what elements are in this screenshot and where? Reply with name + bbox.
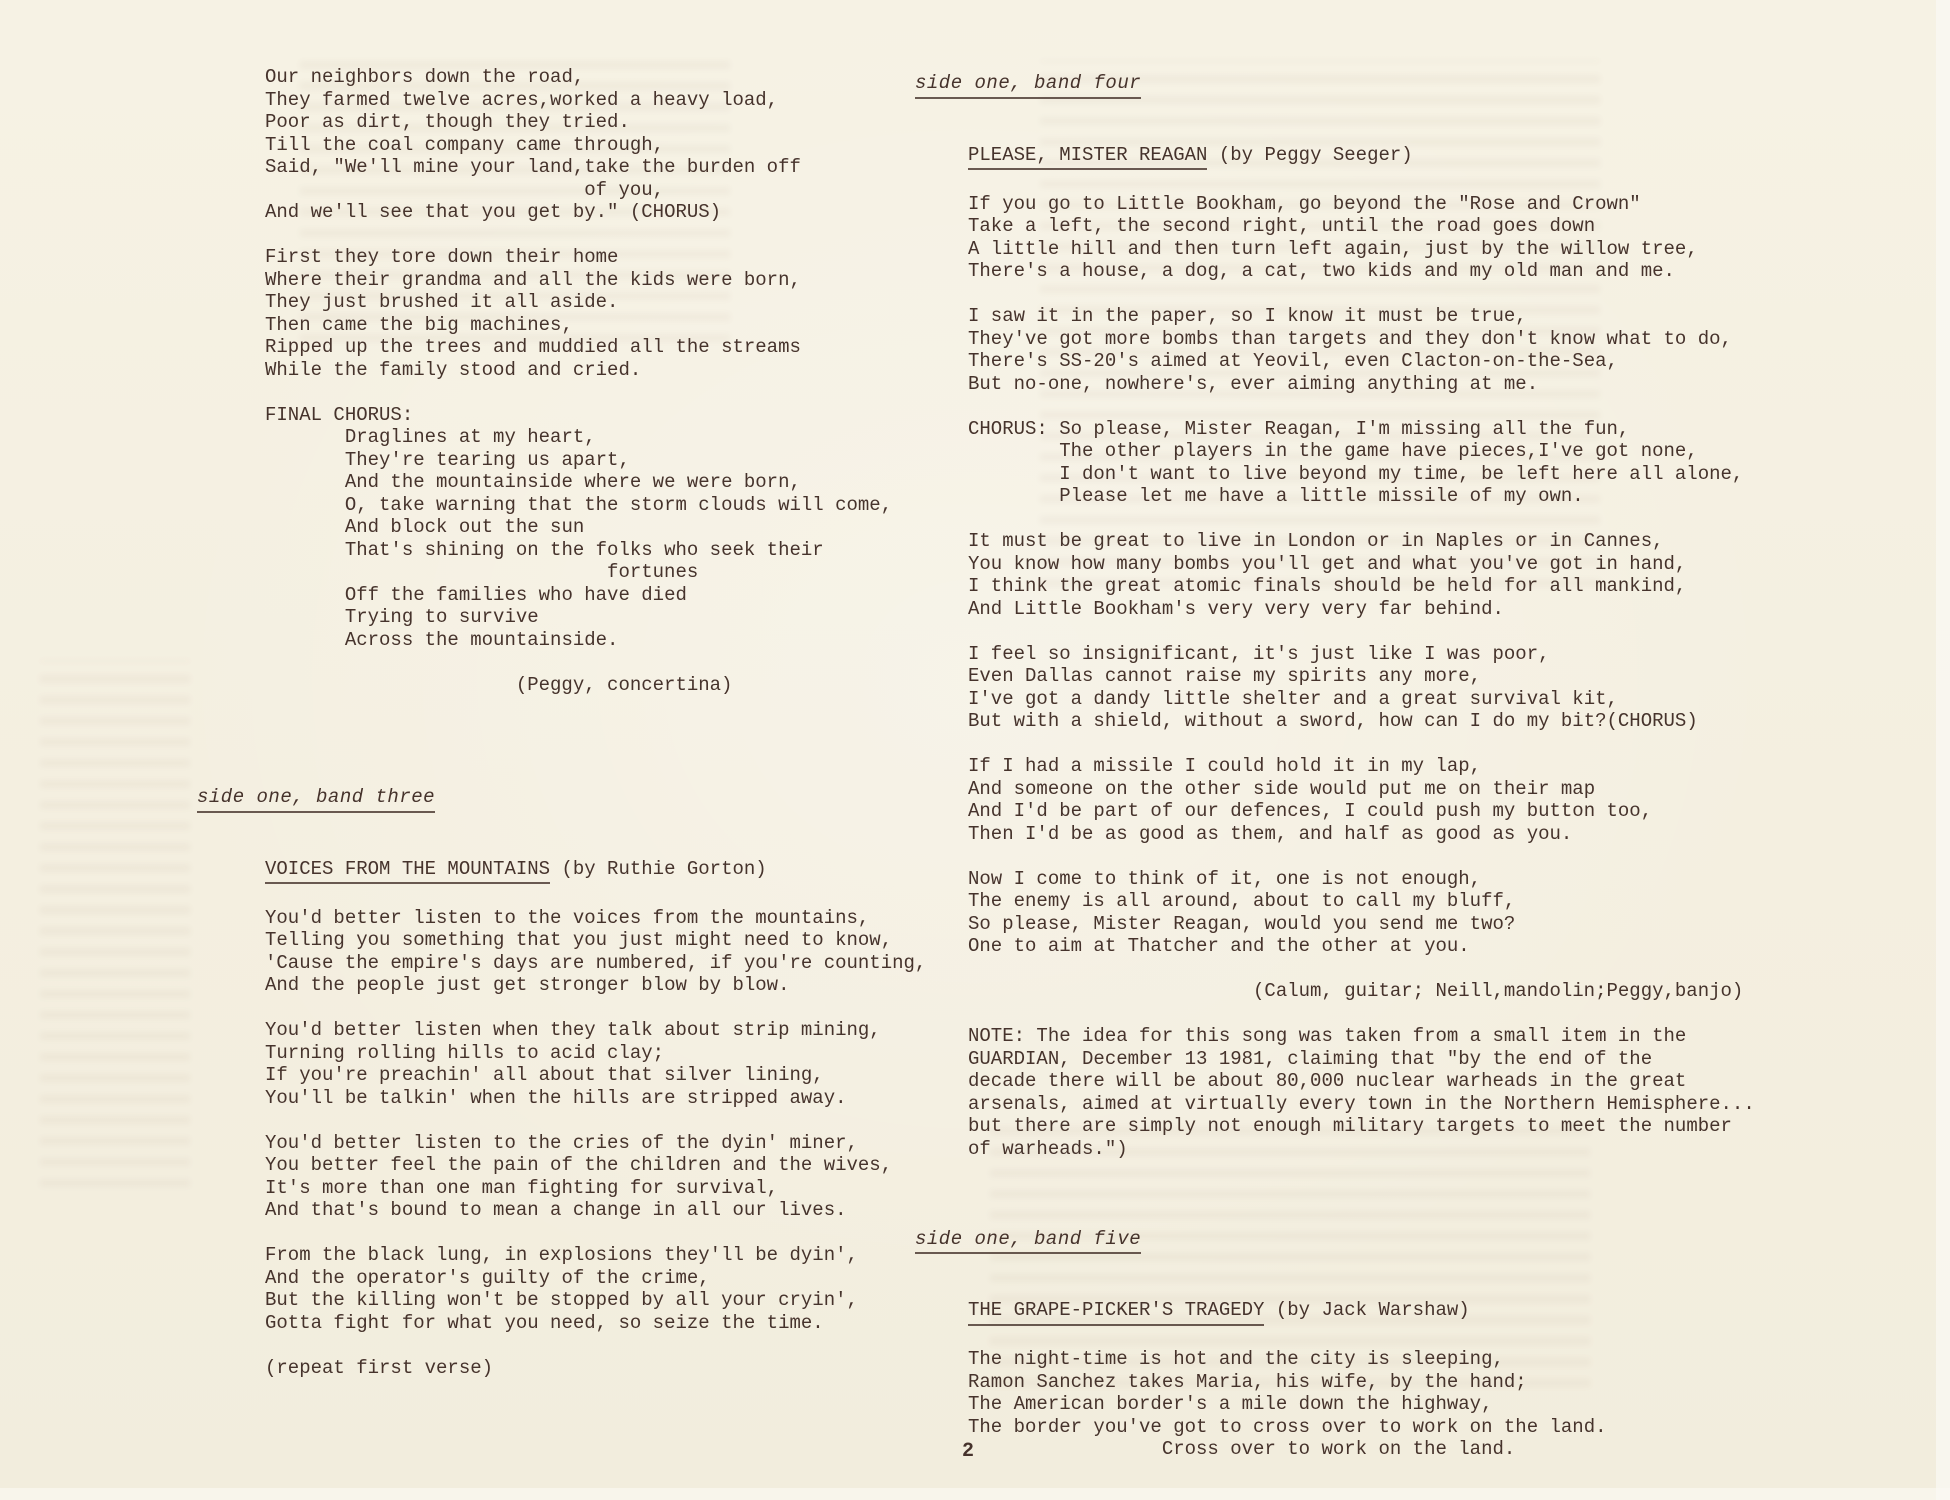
lyric-line: Even Dallas cannot raise my spirits any more,: [968, 665, 1482, 687]
lyric-line: You'd better listen when they talk about strip mining,: [265, 1019, 881, 1041]
verse-block: [265, 1019, 926, 1109]
lyric-line: You better feel the pain of the children and the wives,: [265, 1154, 893, 1176]
song-byline: (by Ruthie Gorton): [550, 857, 767, 880]
lyric-line: It must be great to live in London or in Naples or in Cannes,: [968, 530, 1664, 552]
lyric-line: GUARDIAN, December 13 1981, claiming that "by the end of the: [968, 1047, 1653, 1070]
lyric-line: I think the great atomic finals should be held for all mankind,: [968, 575, 1687, 597]
band-header: [915, 1228, 1755, 1255]
lyric-line: The American border's a mile down the highway,: [968, 1393, 1493, 1415]
lyric-line: You'll be talkin' when the hills are stripped away.: [265, 1086, 847, 1109]
lyric-line: You'd better listen to the voices from the mountains,: [265, 906, 870, 929]
lyric-line: arsenals, aimed at virtually every town in the Northern Hemisphere...: [968, 1092, 1755, 1115]
lyric-line: But with a shield, without a sword, how can I do my bit?(CHORUS): [968, 710, 1698, 732]
lyric-line: (repeat first verse): [265, 1356, 494, 1379]
band-header: [915, 72, 1755, 99]
verse-block: [265, 404, 926, 652]
lyric-line: But the killing won't be stopped by all your cryin',: [265, 1289, 858, 1311]
verse-block: [265, 674, 926, 697]
lyric-line: Till the coal company came through,: [265, 133, 665, 156]
lyric-line: And the people just get stronger blow by blow.: [265, 974, 790, 996]
lyric-line: of you,: [584, 178, 665, 201]
lyric-line: If I had a missile I could hold it in my lap,: [968, 755, 1482, 777]
lyric-line: of warheads."): [968, 1137, 1128, 1160]
lyric-line: And I'd be part of our defences, I could push my button too,: [968, 800, 1653, 822]
lyric-line: The other players in the game have pieces,I've got none,: [1059, 440, 1698, 462]
lyric-line: That's shining on the folks who seek their: [344, 538, 824, 561]
lyric-line: And someone on the other side would put me on their map: [968, 777, 1596, 800]
lyric-line: You know how many bombs you'll get and what you've got in hand,: [968, 552, 1687, 575]
verse-block: [968, 530, 1755, 620]
left-column: [197, 66, 927, 1379]
lyric-line: The border you've got to cross over to work on the land.: [968, 1415, 1607, 1438]
lyric-line: NOTE: The idea for this song was taken from a small item in the: [968, 1025, 1687, 1047]
lyric-line: The night-time is hot and the city is sleeping,: [968, 1348, 1504, 1370]
band-header-label: side one, band five: [915, 1228, 1141, 1255]
lyric-line: Said, "We'll mine your land,take the burden off: [265, 156, 801, 178]
lyric-line: Across the mountainside.: [344, 628, 619, 651]
lyric-line: (Calum, guitar; Neill,mandolin;Peggy,banjo): [1253, 980, 1744, 1002]
verse-block: [968, 1025, 1755, 1160]
lyric-line: From the black lung, in explosions they'll be dyin',: [265, 1244, 858, 1266]
lyric-line: They've got more bombs than targets and they don't know what to do,: [968, 327, 1732, 350]
lyric-line: If you go to Little Bookham, go beyond the "Rose and Crown": [968, 192, 1641, 215]
lyric-line: Poor as dirt, though they tried.: [265, 111, 630, 133]
right-column: [915, 72, 1755, 1461]
lyric-line: First they tore down their home: [265, 246, 619, 268]
lyric-line: If you're preachin' all about that silver lining,: [265, 1064, 824, 1086]
song-title: [968, 1299, 1755, 1326]
band-header-label: side one, band three: [197, 786, 435, 813]
lyric-line: And that's bound to mean a change in all our lives.: [265, 1199, 847, 1221]
verse-block: [265, 66, 926, 224]
lyric-line: Cross over to work on the land.: [1161, 1438, 1516, 1460]
lyric-line: So please, Mister Reagan, would you send me two?: [968, 912, 1516, 935]
lyric-line: There's SS-20's aimed at Yeovil, even Clacton-on-the-Sea,: [968, 350, 1618, 372]
lyric-line: Our neighbors down the road,: [265, 66, 585, 88]
lyric-line: I don't want to live beyond my time, be left here all alone,: [1059, 462, 1744, 485]
lyric-line: There's a house, a dog, a cat, two kids and my old man and me.: [968, 260, 1675, 282]
lyric-line: (Peggy, concertina): [515, 673, 733, 696]
lyric-line: but there are simply not enough military targets to meet the number: [968, 1115, 1732, 1137]
lyric-line: One to aim at Thatcher and the other at you.: [968, 935, 1470, 957]
lyric-line: Gotta fight for what you need, so seize the time.: [265, 1311, 824, 1334]
lyric-line: Telling you something that you just might need to know,: [265, 929, 893, 951]
scan-edge-right: [1936, 0, 1950, 1500]
lyric-line: I saw it in the paper, so I know it must be true,: [968, 305, 1527, 327]
lyric-line: CHORUS: So please, Mister Reagan, I'm missing all the fun,: [968, 417, 1630, 440]
verse-block: [968, 643, 1755, 733]
page-number: 2: [962, 1440, 975, 1463]
lyric-line: Please let me have a little missile of my own.: [1059, 485, 1584, 507]
lyric-line: And Little Bookham's very very very far behind.: [968, 597, 1504, 620]
verse-block: [265, 246, 926, 381]
lyric-line: 'Cause the empire's days are numbered, if you're counting,: [265, 951, 927, 974]
verse-block: [265, 1244, 926, 1334]
lyric-line: Turning rolling hills to acid clay;: [265, 1041, 665, 1064]
verse-block: [265, 1357, 926, 1380]
lyric-line: fortunes: [607, 561, 699, 583]
lyric-line: O, take warning that the storm clouds will come,: [344, 493, 893, 516]
band-header: [197, 786, 926, 813]
lyric-line: I feel so insignificant, it's just like I was poor,: [968, 642, 1550, 665]
verse-block: [968, 305, 1755, 395]
lyric-line: Now I come to think of it, one is not enough,: [968, 867, 1482, 890]
lyric-line: While the family stood and cried.: [265, 358, 642, 381]
lyric-line: A little hill and then turn left again, just by the willow tree,: [968, 237, 1698, 260]
lyric-line: The enemy is all around, about to call my bluff,: [968, 890, 1516, 912]
verse-block: [968, 755, 1755, 845]
song-title: [968, 144, 1755, 171]
lyric-line: Ripped up the trees and muddied all the streams: [265, 336, 801, 358]
lyric-line: And block out the sun: [344, 516, 585, 538]
lyric-line: And the mountainside where we were born,: [344, 471, 801, 493]
lyric-line: Then came the big machines,: [265, 313, 573, 336]
lyric-line: You'd better listen to the cries of the dyin' miner,: [265, 1131, 858, 1154]
lyric-line: Draglines at my heart,: [344, 426, 596, 448]
song-title-text: PLEASE, MISTER REAGAN: [968, 144, 1207, 171]
lyric-line: Then I'd be as good as them, and half as good as you.: [968, 822, 1573, 845]
lyric-line: They're tearing us apart,: [344, 448, 630, 471]
verse-block: [968, 980, 1755, 1003]
lyric-line: And the operator's guilty of the crime,: [265, 1266, 710, 1289]
song-byline: (by Peggy Seeger): [1207, 143, 1413, 166]
verse-block: [968, 868, 1755, 958]
lyric-line: decade there will be about 80,000 nuclear warheads in the great: [968, 1070, 1687, 1092]
song-byline: (by Jack Warshaw): [1264, 1299, 1470, 1321]
scan-edge-bottom: [0, 1488, 1950, 1500]
verse-block: [968, 193, 1755, 283]
lyric-line: Ramon Sanchez takes Maria, his wife, by the hand;: [968, 1370, 1527, 1393]
showthrough-smudge: [40, 660, 190, 1200]
band-header-label: side one, band four: [915, 72, 1141, 99]
verse-block: [265, 1132, 926, 1222]
verse-block: [968, 418, 1755, 508]
lyric-line: But no-one, nowhere's, ever aiming anything at me.: [968, 372, 1539, 395]
lyric-line: It's more than one man fighting for survival,: [265, 1176, 779, 1199]
lyric-line: FINAL CHORUS:: [265, 403, 414, 426]
song-title-text: VOICES FROM THE MOUNTAINS: [265, 858, 550, 885]
verse-block: [968, 1348, 1755, 1461]
song-title-text: THE GRAPE-PICKER'S TRAGEDY: [968, 1299, 1264, 1326]
lyric-line: Trying to survive: [344, 606, 539, 628]
song-title: [265, 858, 926, 885]
lyric-line: I've got a dandy little shelter and a great survival kit,: [968, 687, 1618, 710]
lyric-line: They just brushed it all aside.: [265, 291, 619, 313]
lyric-line: They farmed twelve acres,worked a heavy load,: [265, 88, 779, 111]
verse-block: [265, 907, 926, 997]
lyric-line: Off the families who have died: [344, 583, 687, 606]
lyric-line: Take a left, the second right, until the road goes down: [968, 215, 1596, 237]
lyric-line: Where their grandma and all the kids were born,: [265, 268, 801, 291]
lyric-line: And we'll see that you get by." (CHORUS): [265, 201, 722, 223]
